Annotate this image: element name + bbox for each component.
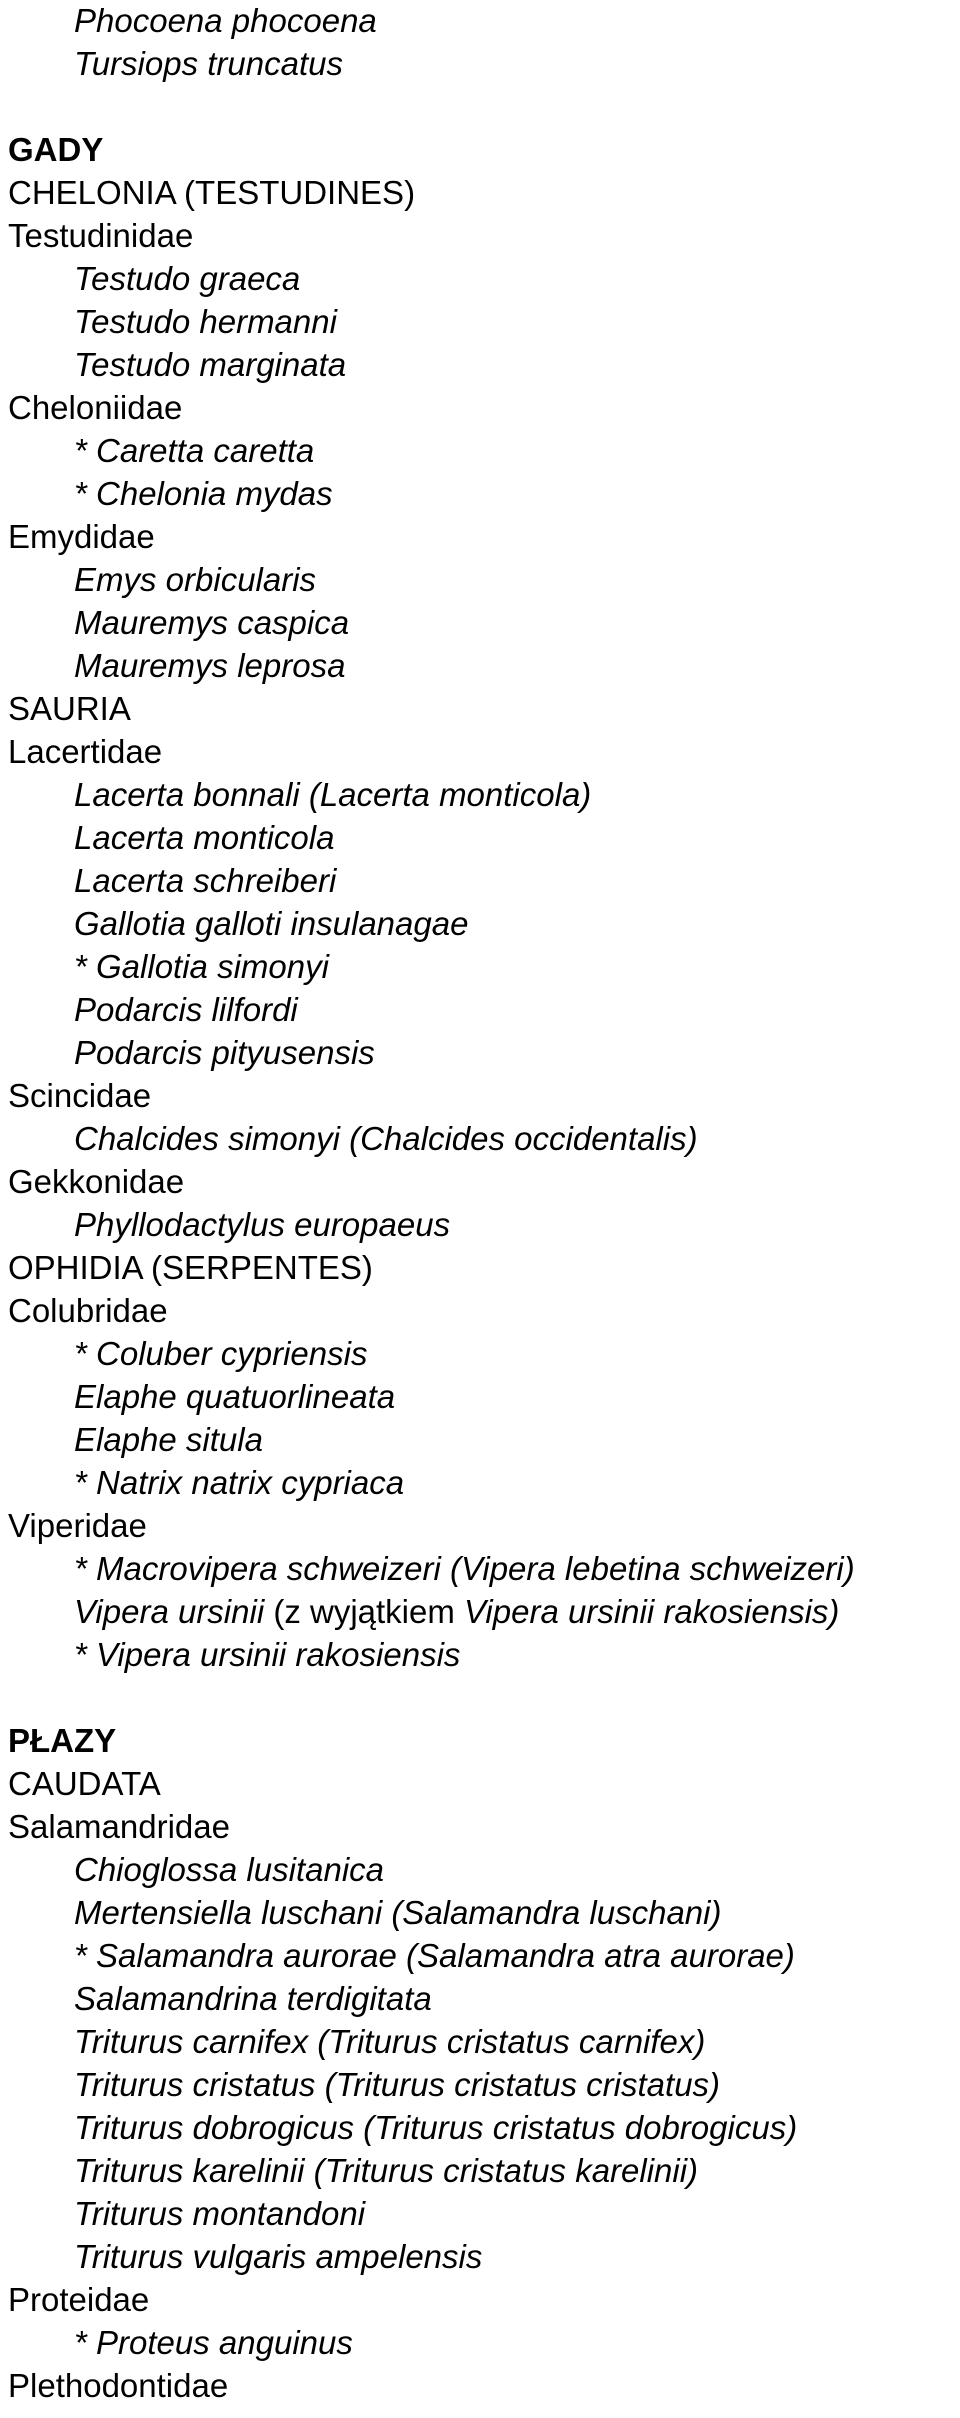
section-heading-gady: GADY — [8, 131, 104, 168]
species-line: Elaphe situla — [74, 1421, 263, 1458]
species-line: Emys orbicularis — [74, 561, 317, 598]
species-line: * Gallotia simonyi — [74, 948, 329, 985]
exception-note: (z wyjątkiem — [264, 1593, 465, 1630]
species-line-mixed — [0, 1590, 960, 1633]
order-heading: CAUDATA — [8, 1765, 161, 1802]
species-line: Tursiops truncatus — [74, 45, 343, 82]
species-line: * Vipera ursinii rakosiensis — [74, 1636, 461, 1673]
species-line: Triturus carnifex (Triturus cristatus carnifex) — [74, 2023, 706, 2060]
species-line: Salamandrina terdigitata — [74, 1980, 432, 2017]
family-heading: Proteidae — [8, 2281, 150, 2318]
species-line: Triturus vulgaris ampelensis — [74, 2238, 483, 2275]
species-line: * Caretta caretta — [74, 432, 315, 469]
species-line: * Coluber cypriensis — [74, 1335, 368, 1372]
species-name: Vipera ursinii — [74, 1593, 265, 1630]
species-line: Triturus dobrogicus (Triturus cristatus dobrogicus) — [74, 2109, 798, 2146]
species-line: Testudo graeca — [74, 260, 301, 297]
family-heading: Testudinidae — [8, 217, 194, 254]
species-name: Vipera ursinii rakosiensis) — [464, 1593, 840, 1630]
family-heading: Scincidae — [8, 1077, 152, 1114]
species-line: Phyllodactylus europaeus — [74, 1206, 451, 1243]
species-line: Mauremys caspica — [74, 604, 350, 641]
species-line: Chalcides simonyi (Chalcides occidentalis) — [74, 1120, 698, 1157]
species-line: Gallotia galloti insulanagae — [74, 905, 469, 942]
spacer — [0, 1676, 960, 1719]
family-heading: Cheloniidae — [8, 389, 183, 426]
species-line: * Natrix natrix cypriaca — [74, 1464, 405, 1501]
species-line: Testudo hermanni — [74, 303, 337, 340]
family-heading: Gekkonidae — [8, 1163, 185, 1200]
species-line: Lacerta bonnali (Lacerta monticola) — [74, 776, 592, 813]
order-heading: OPHIDIA (SERPENTES) — [8, 1249, 373, 1286]
spacer — [0, 85, 960, 128]
species-line: Lacerta monticola — [74, 819, 335, 856]
family-heading: Colubridae — [8, 1292, 168, 1329]
species-line: Testudo marginata — [74, 346, 347, 383]
species-line: Triturus cristatus (Triturus cristatus cristatus) — [74, 2066, 721, 2103]
family-heading: Plethodontidae — [8, 2367, 229, 2404]
species-line: Phocoena phocoena — [74, 2, 377, 39]
species-line: * Salamandra aurorae (Salamandra atra aurorae) — [74, 1937, 795, 1974]
species-line: * Proteus anguinus — [74, 2324, 353, 2361]
species-line: Triturus montandoni — [74, 2195, 366, 2232]
species-line: Triturus karelinii (Triturus cristatus karelinii) — [74, 2152, 699, 2189]
family-heading: Lacertidae — [8, 733, 163, 770]
family-heading: Emydidae — [8, 518, 155, 555]
order-heading: CHELONIA (TESTUDINES) — [8, 174, 416, 211]
section-heading-plazy: PŁAZY — [8, 1722, 117, 1759]
species-line: * Macrovipera schweizeri (Vipera lebetina schweizeri) — [74, 1550, 855, 1587]
family-heading: Salamandridae — [8, 1808, 230, 1845]
order-heading: SAURIA — [8, 690, 131, 727]
species-line: Podarcis lilfordi — [74, 991, 298, 1028]
species-line: Elaphe quatuorlineata — [74, 1378, 396, 1415]
species-line: Mauremys leprosa — [74, 647, 346, 684]
species-line: Podarcis pityusensis — [74, 1034, 375, 1071]
species-line: * Chelonia mydas — [74, 475, 333, 512]
species-line: Lacerta schreiberi — [74, 862, 337, 899]
species-line: Mertensiella luschani (Salamandra luschani) — [74, 1894, 722, 1931]
family-heading: Viperidae — [8, 1507, 147, 1544]
species-line: Chioglossa lusitanica — [74, 1851, 385, 1888]
